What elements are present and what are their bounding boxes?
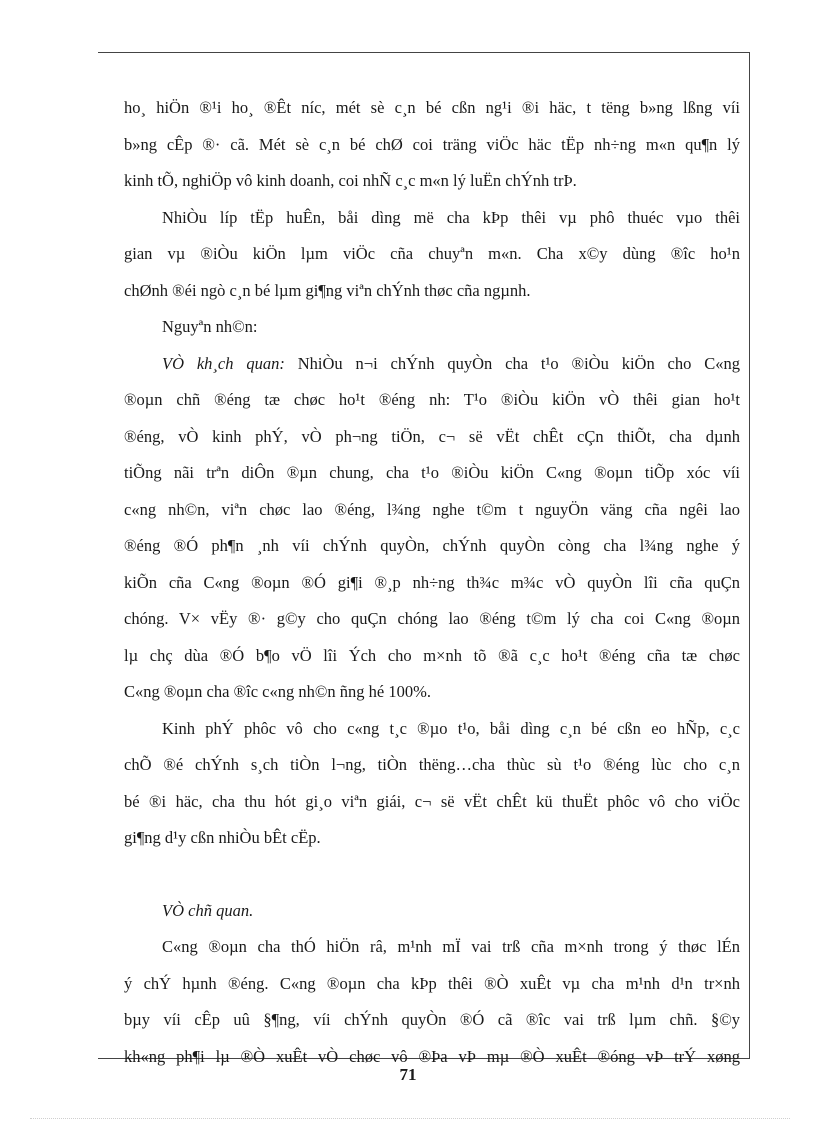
page-border-right: [749, 52, 750, 1058]
text-line: bé ®i häc, cha thu hót gi¸o viªn giái, c¬ së vËt chÊt kü thuËt phôc vô cho viÖc: [124, 791, 740, 811]
page-break-dotted-line: [30, 1118, 790, 1119]
page-number: 71: [399, 1065, 417, 1084]
objective-heading: VÒ kh¸ch quan:: [162, 353, 285, 373]
text-line: gi¶ng d¹y cßn nhiÒu bÊt cËp.: [124, 828, 321, 847]
text-line: chÕ ®é chÝnh s¸ch tiÒn l¬ng, tiÒn thëng…cha thùc sù t¹o ®éng lùc cho c¸n: [124, 755, 740, 774]
text-line: ®éng, vÒ kinh phÝ, vÒ ph¬ng tiÖn, c¬ së vËt chÊt cÇn thiÕt, cha dµnh: [124, 426, 740, 446]
text-line: C«ng ®oµn cha thÓ hiÖn râ, m¹nh mÏ vai trß cña m×nh trong ý thøc lÉn: [162, 937, 740, 956]
text-line: kiÕn cña C«ng ®oµn ®Ó gi¶i ®¸p nh÷ng th¾c m¾c vÒ quyÒn lîi cña quÇn: [124, 572, 740, 592]
text-line: bµy víi cÊp uû §¶ng, víi chÝnh quyÒn ®Ó cã ®îc vai trß lµm chñ. §©y: [124, 1010, 740, 1029]
paragraph-2: [124, 200, 740, 310]
document-body: [124, 90, 740, 1075]
paragraph-gap: [124, 857, 740, 893]
text-line: C«ng ®oµn cha ®îc c«ng nh©n ñng hé 100%.: [124, 682, 431, 701]
text-line: kinh tÕ, nghiÖp vô kinh doanh, coi nhÑ c¸c m«n lý luËn chÝnh trÞ.: [124, 171, 577, 190]
subjective-heading: VÒ chñ quan.: [162, 900, 254, 920]
text-line: [124, 346, 740, 383]
text-line: ®oµn chñ ®éng tæ chøc ho¹t ®éng nh: T¹o ®iÒu kiÖn vÒ thêi gian ho¹t: [124, 390, 740, 409]
text-line: ®éng ®Ó ph¶n ¸nh víi chÝnh quyÒn, chÝnh quyÒn còng cha l¾ng nghe ý: [124, 536, 740, 555]
text-line: c«ng nh©n, viªn chøc lao ®éng, l¾ng nghe t©m t nguyÖn väng cña ngêi lao: [124, 499, 740, 519]
text-line: Kinh phÝ phôc vô cho c«ng t¸c ®µo t¹o, båi dìng c¸n bé cßn eo hÑp, c¸c: [162, 718, 740, 738]
paragraph-4: [124, 711, 740, 857]
text-line: lµ chç dùa ®Ó b¶o vÖ lîi Ých cho m×nh tõ ®ã c¸c ho¹t ®éng cña tæ chøc: [124, 645, 740, 665]
page-border-top: [98, 52, 750, 53]
text-line: tiÕng nãi trªn diÔn ®µn chung, cha t¹o ®iÒu kiÖn C«ng ®oµn tiÕp xóc víi: [124, 463, 740, 482]
text-line: chóng. V× vËy ®· g©y cho quÇn chóng lao ®éng t©m lý cha coi C«ng ®oµn: [124, 609, 740, 628]
paragraph-3: [124, 346, 740, 711]
text-line: NhiÒu líp tËp huÊn, båi dìng më cha kÞp thêi vµ phô thuéc vµo thêi: [162, 207, 740, 227]
text-line: ý chÝ hµnh ®éng. C«ng ®oµn cha kÞp thêi ®Ò xuÊt vµ cha m¹nh d¹n tr×nh: [124, 973, 740, 993]
text-line: kh«ng ph¶i lµ ®Ò xuÊt vÒ chøc vô ®Þa vÞ mµ ®Ò xuÊt ®óng vÞ trÝ xøng: [124, 1046, 740, 1066]
paragraph-5: [124, 929, 740, 1075]
text-line: ho¸ hiÖn ®¹i ho¸ ®Êt níc, mét sè c¸n bé cßn ng¹i ®i häc, t tëng b»ng lßng víi: [124, 98, 740, 117]
text-line: chØnh ®éi ngò c¸n bé lµm gi¶ng viªn chÝnh thøc cña ngµnh.: [124, 280, 531, 300]
text-line: b»ng cÊp ®· cã. Mét sè c¸n bé chØ coi träng viÖc häc tËp nh÷ng m«n qu¶n lý: [124, 134, 740, 154]
text-line: gian vµ ®iÒu kiÖn lµm viÖc cña chuyªn m«n. Cha x©y dùng ®îc ho¹n: [124, 244, 740, 263]
paragraph-1: [124, 90, 740, 200]
cause-heading: Nguyªn nh©n:: [162, 317, 258, 336]
text-span: NhiÒu n¬i chÝnh quyÒn cha t¹o ®iÒu kiÖn cho C«ng: [297, 353, 740, 373]
